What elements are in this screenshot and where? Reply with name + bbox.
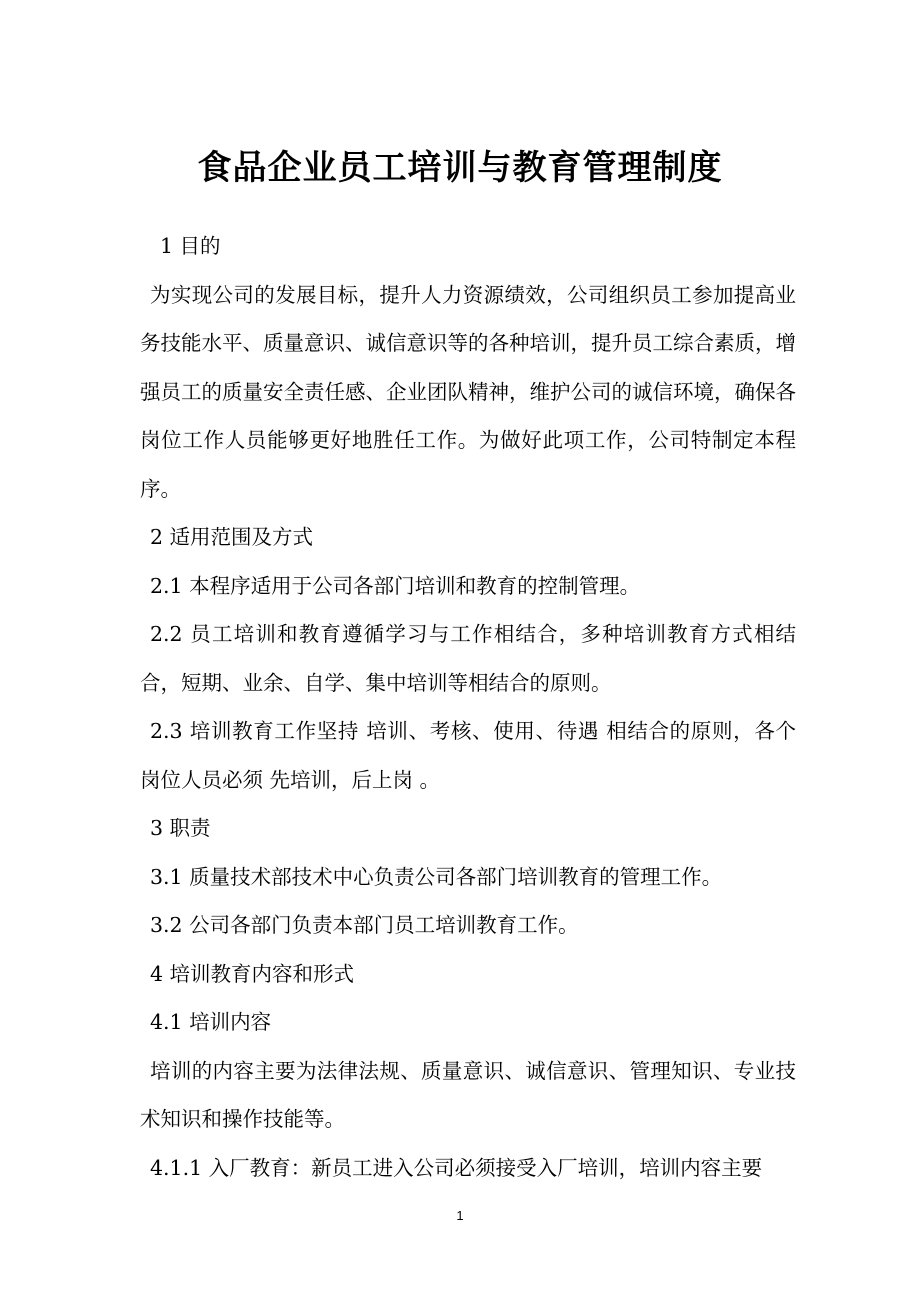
page-number: 1 xyxy=(456,1208,464,1223)
paragraph-3-2: 3.2 公司各部门负责本部门员工培训教育工作。 xyxy=(150,913,579,937)
document-body xyxy=(140,222,796,1192)
heading-4-1: 4.1 培训内容 xyxy=(150,1010,272,1034)
heading-purpose: 1 目的 xyxy=(160,234,221,258)
document-title: 食品企业员工培训与教育管理制度 xyxy=(197,148,723,188)
paragraph-2-1: 2.1 本程序适用于公司各部门培训和教育的控制管理。 xyxy=(150,573,641,598)
paragraph-purpose: 为实现公司的发展目标，提升人力资源绩效，公司组织员工参加提高业务技能水平、质量意识、诚信意识等的各种培训，提升员工综合素质，增强员工的质量安全责任感、企业团队精神，维护公司的诚信环境，确保各岗位工作人员能够更好地胜任工作。为做好此项工作，公司特制定本程序。 xyxy=(140,282,796,501)
paragraph-3-1: 3.1 质量技术部技术中心负责公司各部门培训教育的管理工作。 xyxy=(150,864,723,889)
paragraph-4-1: 培训的内容主要为法律法规、质量意识、诚信意识、管理知识、专业技术知识和操作技能等。 xyxy=(140,1058,796,1131)
paragraph-2-2: 2.2 员工培训和教育遵循学习与工作相结合，多种培训教育方式相结合，短期、业余、自学、集中培训等相结合的原则。 xyxy=(140,622,796,695)
paragraph-2-3: 2.3 培训教育工作坚持 培训、考核、使用、待遇 相结合的原则，各个岗位人员必须 先培训，后上岗 。 xyxy=(140,719,796,792)
heading-responsibilities: 3 职责 xyxy=(150,816,211,840)
paragraph-4-1-1: 4.1.1 入厂教育：新员工进入公司必须接受入厂培训，培训内容主要 xyxy=(150,1155,763,1180)
heading-training-content: 4 培训教育内容和形式 xyxy=(150,961,355,986)
heading-scope: 2 适用范围及方式 xyxy=(150,525,314,549)
